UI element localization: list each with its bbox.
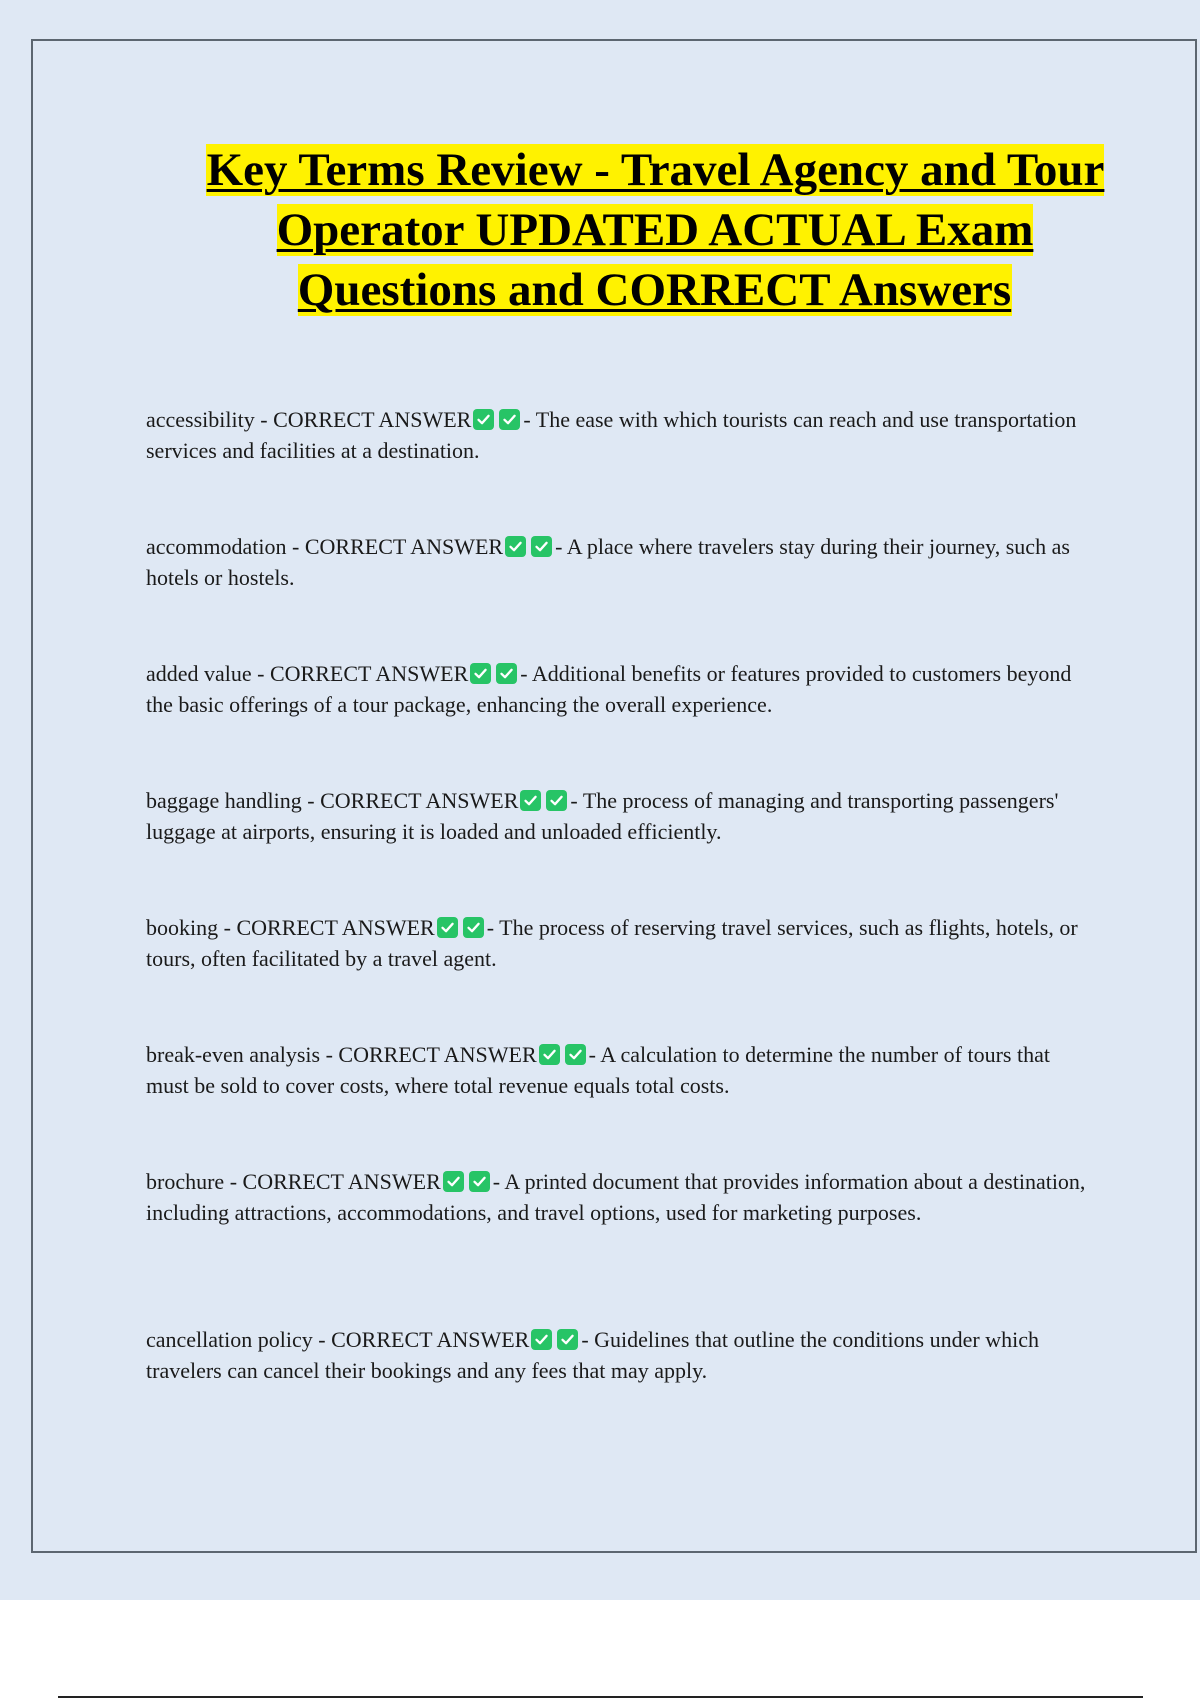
correct-answer-label: CORRECT ANSWER (338, 1042, 537, 1067)
correct-answer-label: CORRECT ANSWER (270, 661, 469, 686)
check-mark-icon (463, 917, 484, 938)
term-entry: accessibility - CORRECT ANSWER - The ease with which tourists can reach and use transportation services and facilities at a destination. (146, 407, 1077, 463)
check-mark-icon (520, 790, 541, 811)
check-mark-icon (557, 1329, 578, 1350)
term-definition: Additional benefits or features provided to customers beyond the basic offerings of a tour package, enhancing the overall experience. (146, 661, 1072, 717)
term-name: break-even analysis (146, 1042, 321, 1067)
term-definition: The process of reserving travel services, such as flights, hotels, or tours, often facilitated by a travel agent. (146, 915, 1078, 971)
term-name: brochure (146, 1169, 225, 1194)
check-mark-icon (505, 536, 526, 557)
check-mark-icon (470, 663, 491, 684)
correct-answer-label: CORRECT ANSWER (236, 915, 435, 940)
check-mark-icon (443, 1171, 464, 1192)
term-name: booking (146, 915, 219, 940)
term-name: accessibility (146, 407, 255, 432)
correct-answer-label: CORRECT ANSWER (304, 534, 504, 559)
term-entry: cancellation policy - CORRECT ANSWER - Guidelines that outline the conditions under which travelers can cancel their bookings and any fees that may apply. (146, 1327, 1039, 1383)
check-mark-icon (565, 1044, 586, 1065)
term-definition: A place where travelers stay during their journey, such as hotels or hostels. (146, 534, 1070, 590)
term-name: baggage handling (146, 788, 302, 813)
term-name: added value (146, 661, 252, 686)
term-name: cancellation policy (146, 1327, 313, 1352)
term-definition: Guidelines that outline the conditions under which travelers can cancel their bookings and any fees that may apply. (146, 1327, 1039, 1383)
check-mark-icon (539, 1044, 560, 1065)
term-entry: added value - CORRECT ANSWER - Additional benefits or features provided to customers beyond the basic offerings of a tour package, enhancing the overall experience. (146, 661, 1072, 717)
footer-divider (58, 1696, 1143, 1698)
correct-answer-label: CORRECT ANSWER (331, 1327, 530, 1352)
check-mark-icon (473, 409, 494, 430)
term-definition: A calculation to determine the number of tours that must be sold to cover costs, where total revenue equals total costs. (146, 1042, 1050, 1098)
check-mark-icon (546, 790, 567, 811)
correct-answer-label: CORRECT ANSWER (320, 788, 519, 813)
check-mark-icon (469, 1171, 490, 1192)
document-title-text: Key Terms Review - Travel Agency and Tour Operator UPDATED ACTUAL Exam Questions and CORRECT Answers (206, 144, 1105, 316)
term-entry: booking - CORRECT ANSWER - The process of reserving travel services, such as flights, hotels, or tours, often facilitated by a travel agent. (146, 915, 1078, 971)
term-entry: accommodation - CORRECT ANSWER - A place where travelers stay during their journey, such as hotels or hostels. (146, 534, 1070, 590)
correct-answer-label: CORRECT ANSWER (273, 407, 472, 432)
term-definition: A printed document that provides information about a destination, including attractions, accommodations, and travel options, used for marketing purposes. (146, 1169, 1086, 1225)
term-definition: The process of managing and transporting passengers' luggage at airports, ensuring it is loaded and unloaded efficiently. (146, 788, 1059, 844)
term-entry: brochure - CORRECT ANSWER - A printed document that provides information about a destination, including attractions, accommodations, and travel options, used for marketing purposes. (146, 1169, 1086, 1225)
term-entry: baggage handling - CORRECT ANSWER - The process of managing and transporting passengers' luggage at airports, ensuring it is loaded and unloaded efficiently. (146, 788, 1059, 844)
check-mark-icon (531, 1329, 552, 1350)
check-mark-icon (437, 917, 458, 938)
term-entry: break-even analysis - CORRECT ANSWER - A calculation to determine the number of tours that must be sold to cover costs, where total revenue equals total costs. (146, 1042, 1050, 1098)
term-name: accommodation (146, 534, 287, 559)
correct-answer-label: CORRECT ANSWER (242, 1169, 441, 1194)
check-mark-icon (496, 663, 517, 684)
document-title (200, 140, 1110, 320)
check-mark-icon (531, 536, 552, 557)
term-definition: The ease with which tourists can reach and use transportation services and facilities at a destination. (146, 407, 1077, 463)
check-mark-icon (499, 409, 520, 430)
